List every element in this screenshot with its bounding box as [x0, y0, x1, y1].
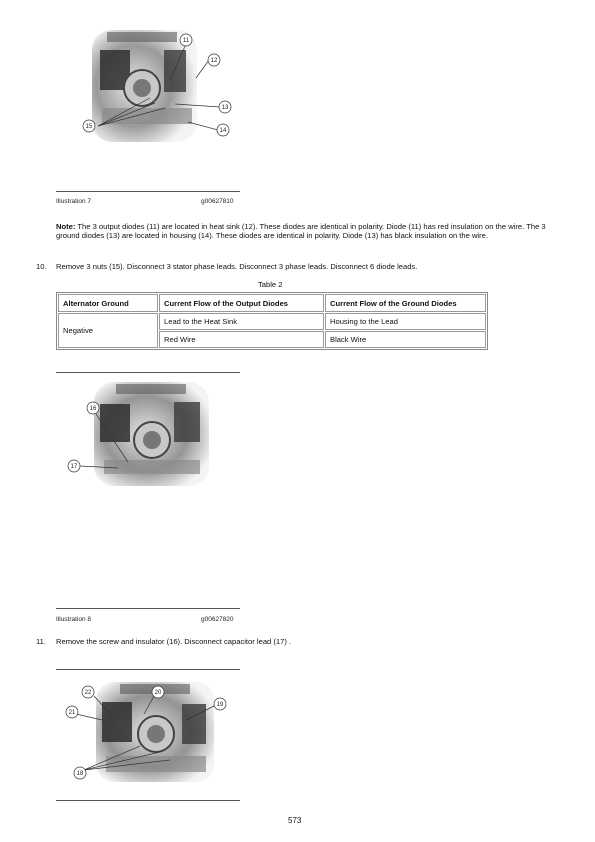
illustration-7-callouts: [0, 0, 595, 150]
illustration-9-rule: [56, 800, 240, 801]
note-label: Note:: [56, 222, 76, 231]
cell-ground-negative: Negative: [58, 313, 158, 348]
step-11-text: Remove the screw and insulator (16). Disconnect capacitor lead (17) .: [56, 637, 292, 646]
table-2-title: Table 2: [258, 280, 283, 289]
callout-12: 12: [210, 58, 218, 64]
step-10-text: Remove 3 nuts (15). Disconnect 3 stator phase leads. Disconnect 3 phase leads. Disconnect 6 diode leads.: [56, 262, 418, 271]
illustration-7-rule: [56, 191, 240, 192]
callout-19: 19: [216, 702, 224, 708]
illustration-7-id: g00627810: [201, 198, 234, 205]
illustration-8-top-rule: [56, 372, 240, 373]
table-cell: Red Wire: [159, 331, 324, 348]
note-paragraph: [56, 222, 566, 241]
callout-20: 20: [154, 690, 162, 696]
illustration-9-top-rule: [56, 669, 240, 670]
illustration-8-rule: [56, 608, 240, 609]
callout-18: 18: [76, 771, 84, 777]
table-cell: Black Wire: [325, 331, 486, 348]
callout-13: 13: [221, 105, 229, 111]
illustration-7-caption: Illustration 7: [56, 198, 92, 205]
illustration-9-callouts: [0, 676, 595, 796]
illustration-8-caption: Illustration 8: [56, 616, 92, 623]
callout-14: 14: [219, 128, 227, 134]
callout-15: 15: [85, 124, 93, 130]
table-header-row: [58, 294, 486, 312]
step-10-number: 10.: [36, 262, 47, 271]
callout-17: 17: [70, 464, 78, 470]
illustration-8-id: g00627820: [201, 616, 234, 623]
callout-16: 16: [89, 406, 97, 412]
step-11-number: 11.: [36, 637, 46, 646]
table-row: [58, 313, 486, 330]
table-cell: Lead to the Heat Sink: [159, 313, 324, 330]
header-output-diodes: Current Flow of the Output Diodes: [159, 294, 324, 312]
table-cell: Housing to the Lead: [325, 313, 486, 330]
callout-22: 22: [84, 690, 92, 696]
header-ground-diodes: Current Flow of the Ground Diodes: [325, 294, 486, 312]
note-text: The 3 output diodes (11) are located in heat sink (12). These diodes are identical in polarity. Diode (11) has red insulation on the wire. The 3 ground diodes (13) are located in housing (14). These diodes are identical in polarity. Diode (13) has black insulation on the wire.: [56, 222, 546, 241]
page-number: 573: [288, 816, 302, 825]
table-2: [56, 292, 488, 350]
callout-21: 21: [68, 710, 76, 716]
illustration-8-callouts: [0, 380, 595, 490]
header-alternator-ground: Alternator Ground: [58, 294, 158, 312]
callout-11: 11: [182, 38, 190, 44]
